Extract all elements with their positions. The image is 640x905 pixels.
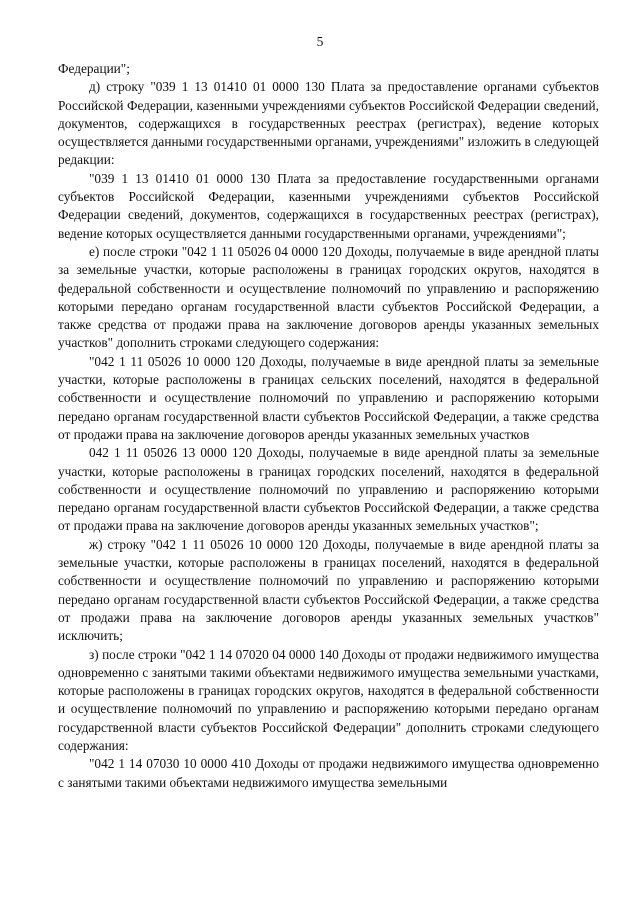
paragraph-continuation: Федерации";: [58, 61, 130, 76]
paragraph-item-d-new-wording: "039 1 13 01410 01 0000 130 Плата за предоставление государственными органами субъектов Российской Федерации, казенными учреждениями субъектов Российской Федерации сведений, документов, содержащихся в государственных реестрах (регистрах), ведение которых осуществляется данными государственными органами, учреждениями";: [58, 170, 599, 241]
paragraph-item-d: д) строку "039 1 13 01410 01 0000 130 Плата за предоставление органами субъектов Российской Федерации, казенными учреждениями субъектов Российской Федерации сведений, документов, содержащихся в государственных реестрах (регистрах), ведение которых осуществляется данными государственными органами, учреждениями" изложить в следующей редакции:: [58, 79, 599, 168]
paragraph-item-e-line-1: "042 1 11 05026 10 0000 120 Доходы, получаемые в виде арендной платы за земельные участки, которые расположены в границах сельских поселений, находятся в федеральной собственности и осуществление полномочий по управлению и распоряжению которыми передано органам государственной власти субъектов Российской Федерации, а также средства от продажи права на заключение договоров аренды указанных земельных участков: [58, 353, 599, 442]
paragraph-item-z-line-1: "042 1 14 07030 10 0000 410 Доходы от продажи недвижимого имущества одновременно с занятыми такими объектами недвижимого имущества земельными: [58, 756, 599, 790]
paragraph-item-zh: ж) строку "042 1 11 05026 10 0000 120 Доходы, получаемые в виде арендной платы за земельные участки, которые расположены в границах поселений, находятся в федеральной собственности и осуществление полномочий по управлению и распоряжению которыми передано органам государственной власти субъектов Российской Федерации, а также средства от продажи права на заключение договоров аренды указанных земельных участков" исключить;: [58, 536, 599, 644]
page-number: 5: [316, 34, 324, 49]
paragraph-item-e-line-2: 042 1 11 05026 13 0000 120 Доходы, получаемые в виде арендной платы за земельные участки, которые расположены в границах городских поселений, находятся в федеральной собственности и осуществление полномочий по управлению и распоряжению которыми передано органам государственной власти субъектов Российской Федерации, а также средства от продажи права на заключение договоров аренды указанных земельных участков";: [58, 445, 599, 534]
paragraph-item-z: з) после строки "042 1 14 07020 04 0000 140 Доходы от продажи недвижимого имущества одновременно с занятыми такими объектами недвижимого имущества земельными участками, которые расположены в границах городских округов, находятся в федеральной собственности и осуществление полномочий по управлению и распоряжению которыми передано органам государственной власти субъектов Российской Федерации" дополнить строками следующего содержания:: [58, 646, 599, 753]
document-body: [58, 60, 599, 792]
paragraph-item-e: е) после строки "042 1 11 05026 04 0000 120 Доходы, получаемые в виде арендной платы за земельные участки, которые расположены в границах городских округов, находятся в федеральной собственности и осуществление полномочий по управлению и распоряжению которыми передано органам государственной власти субъектов Российской Федерации, а также средства от продажи права на заключение договоров аренды указанных земельных участков" дополнить строками следующего содержания:: [58, 243, 599, 351]
